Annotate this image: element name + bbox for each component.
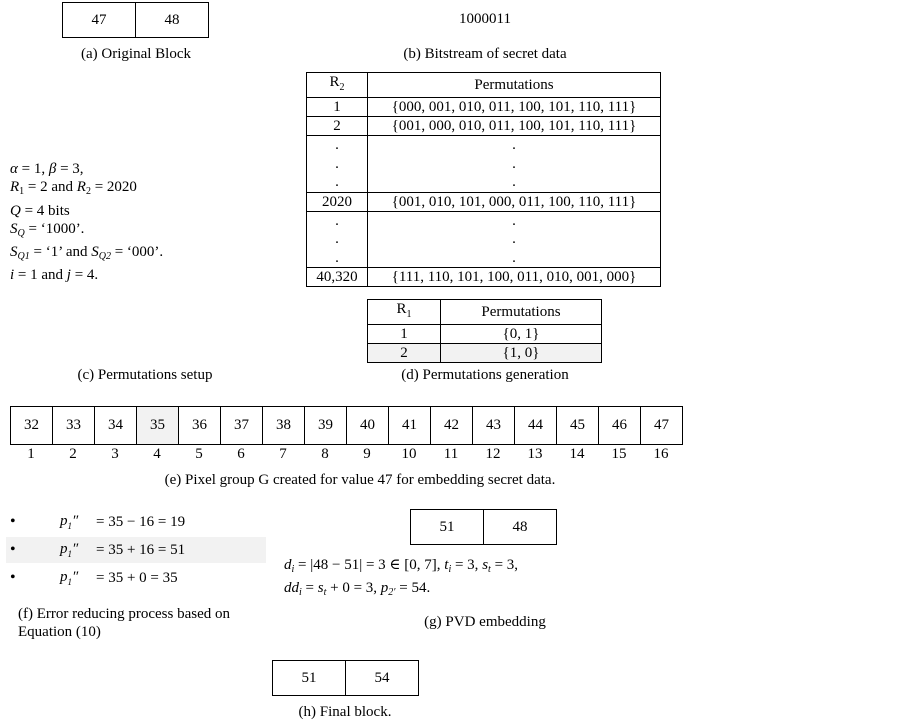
pixel-cell: 44 [514, 407, 556, 444]
table-row-ellipsis [307, 211, 661, 268]
pixel-cell: 34 [94, 407, 136, 444]
r2-permutation-table [306, 72, 661, 287]
r1-permutation-table [367, 299, 602, 363]
caption-final-block: (h) Final block. [298, 704, 392, 720]
pixel-index: 11 [443, 446, 459, 462]
pixel-index: 10 [401, 446, 417, 462]
pixel-index: 7 [279, 446, 287, 462]
bitstream-value: 1000011 [459, 11, 511, 27]
error-equation: = 35 + 0 = 35 [96, 569, 178, 586]
pixel-index: 6 [237, 446, 245, 462]
setup-line-r: $R_1 = 2$ and $R_2 = 2020$ [10, 179, 137, 198]
header-permutations: Permutations [441, 300, 602, 325]
r-value: 2 [368, 344, 441, 363]
pixel-index: 12 [485, 446, 501, 462]
pixel-index: 2 [69, 446, 77, 462]
pixel-cell: 42 [430, 407, 472, 444]
pixel-cell: 33 [52, 407, 94, 444]
r-value: 2020 [307, 192, 368, 211]
pixel-index: 16 [653, 446, 669, 462]
pixel-index: 1 [27, 446, 35, 462]
table-header-row [368, 300, 602, 325]
table-header-row [307, 73, 661, 98]
pixel-index: 14 [569, 446, 585, 462]
ellipsis-dots: . . . [307, 211, 368, 268]
error-equation: = 35 + 16 = 51 [96, 541, 186, 558]
bullet-icon: • [10, 569, 16, 586]
original-pixel-2: 48 [135, 3, 208, 37]
permutation-value: {001, 000, 010, 011, 100, 101, 110, 111} [368, 117, 661, 136]
header-r2: $R_2$ [307, 73, 368, 98]
pixel-index: 9 [363, 446, 371, 462]
error-reduce-option-2 [6, 537, 266, 563]
original-block [62, 2, 209, 38]
pixel-index: 8 [321, 446, 329, 462]
permutation-setup-variables [10, 160, 163, 285]
caption-permutations-setup: (c) Permutations setup [77, 367, 213, 383]
caption-error-reducing-line2: Equation (10) [18, 624, 101, 640]
permutation-value: {1, 0} [441, 344, 602, 363]
caption-error-reducing-line1: (f) Error reducing process based on [18, 606, 230, 622]
pixel-cell: 47 [640, 407, 682, 444]
pvd-equations [284, 556, 518, 602]
setup-line-alpha-beta: α = 1, β = 3, [10, 161, 84, 177]
final-block [272, 660, 419, 696]
error-reduce-option-1 [6, 509, 266, 535]
permutation-value: {001, 010, 101, 000, 011, 100, 110, 111} [368, 192, 661, 211]
final-pixel-1: 51 [301, 669, 317, 686]
pixel-index: 4 [153, 446, 161, 462]
pixel-index: 13 [527, 446, 543, 462]
pixel-group [10, 406, 683, 445]
caption-permutations-generation: (d) Permutations generation [401, 367, 569, 383]
pixel-cell: 37 [220, 407, 262, 444]
pixel-index: 5 [195, 446, 203, 462]
pixel-index: 3 [111, 446, 119, 462]
caption-pixel-group: (e) Pixel group G created for value 47 for embedding secret data. [164, 472, 556, 488]
pixel-cell: 40 [346, 407, 388, 444]
caption-bitstream: (b) Bitstream of secret data [403, 46, 567, 62]
r-value: 40,320 [307, 268, 368, 287]
caption-pvd-embedding: (g) PVD embedding [424, 614, 546, 630]
pixel-cell: 38 [262, 407, 304, 444]
table-row-ellipsis [307, 136, 661, 193]
setup-line-ij: i = 1 and j = 4. [10, 267, 99, 284]
pixel-cell: 41 [388, 407, 430, 444]
table-row [307, 192, 661, 211]
error-equation: = 35 − 16 = 19 [96, 513, 186, 530]
pvd-block [410, 509, 557, 545]
header-permutations: Permutations [368, 73, 661, 98]
permutation-value: {000, 001, 010, 011, 100, 101, 110, 111} [368, 98, 661, 117]
ellipsis-dots: . . . [368, 211, 661, 268]
pvd-equation-line2: $dd_i = s_t + 0 = 3$, $p_{2'} = 54$. [284, 580, 431, 598]
error-reduce-option-3 [6, 565, 266, 591]
table-row [307, 117, 661, 136]
setup-line-sq: $S_Q$ = ‘1000’. [10, 220, 85, 239]
permutation-value: {0, 1} [441, 325, 602, 344]
r-value: 1 [368, 325, 441, 344]
original-pixel-1: 47 [91, 11, 107, 28]
pixel-cell: 32 [24, 417, 39, 433]
caption-original-block: (a) Original Block [81, 46, 191, 62]
bullet-icon: • [10, 541, 16, 558]
r-value: 2 [307, 117, 368, 136]
pixel-symbol: $p_1''$ [60, 569, 79, 587]
pixel-cell-highlighted: 35 [136, 407, 178, 444]
table-row [307, 268, 661, 287]
pvd-pixel-1: 51 [439, 518, 455, 535]
pvd-pixel-2: 48 [483, 510, 556, 544]
pixel-cell: 46 [598, 407, 640, 444]
ellipsis-dots: . . . [368, 136, 661, 193]
setup-line-sq1-sq2: $S_{Q1}$ = ‘1’ and $S_{Q2}$ = ‘000’. [10, 244, 164, 263]
ellipsis-dots: . . . [307, 136, 368, 193]
pixel-symbol: $p_1''$ [60, 513, 79, 531]
pixel-cell: 36 [178, 407, 220, 444]
pixel-cell: 39 [304, 407, 346, 444]
pixel-cell: 43 [472, 407, 514, 444]
header-r1: $R_1$ [368, 300, 441, 325]
pixel-cell: 45 [556, 407, 598, 444]
pixel-symbol: $p_1''$ [60, 541, 79, 559]
final-pixel-2: 54 [345, 661, 418, 695]
table-row [368, 344, 602, 363]
setup-line-q: Q = 4 bits [10, 202, 70, 219]
pixel-index: 15 [611, 446, 627, 462]
pixel-group-indices [10, 446, 682, 463]
bullet-icon: • [10, 513, 16, 530]
table-row [307, 98, 661, 117]
pvd-equation-line1: $d_i = |48 - 51| = 3$ ∈ [0, 7], $t_i = 3$, $s_t = 3$, [284, 557, 519, 575]
r-value: 1 [307, 98, 368, 117]
permutation-value: {111, 110, 101, 100, 011, 010, 001, 000} [368, 268, 661, 287]
caption-error-reducing [18, 605, 230, 641]
table-row [368, 325, 602, 344]
